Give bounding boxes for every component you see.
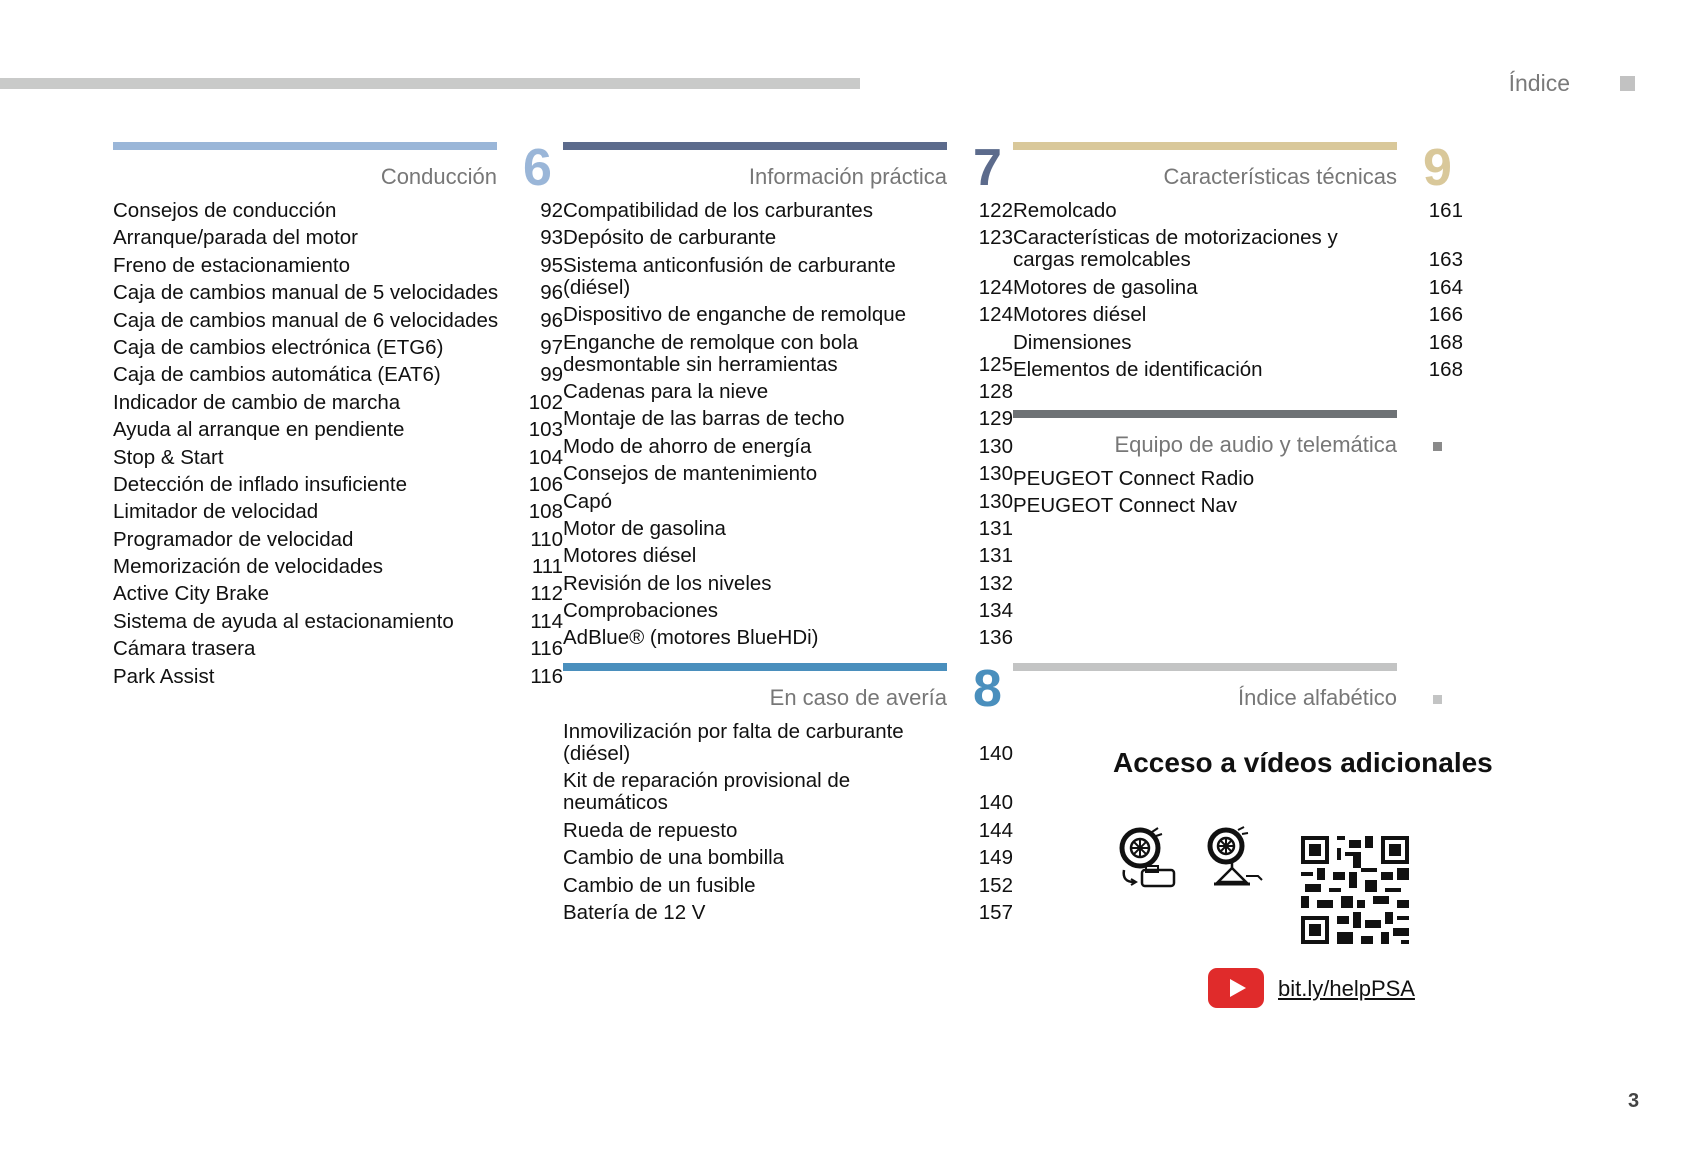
toc-list bbox=[1013, 200, 1463, 381]
toc-entry-title: Caja de cambios manual de 6 velocidades bbox=[113, 308, 499, 332]
section-informacion-practica bbox=[563, 139, 1013, 655]
toc-entry-title: Cambio de una bombilla bbox=[563, 846, 785, 870]
toc-entry[interactable] bbox=[563, 600, 1013, 622]
section-title[interactable]: Conducción bbox=[380, 164, 497, 189]
toc-entry-page: 168 bbox=[1428, 330, 1463, 354]
toc-entry[interactable] bbox=[563, 770, 1013, 814]
toc-entry-title: Sistema de ayuda al estacionamiento bbox=[113, 609, 454, 633]
section-header bbox=[113, 139, 563, 200]
videos-heading: Acceso a vídeos adicionales bbox=[1113, 747, 1493, 778]
toc-entry[interactable] bbox=[113, 419, 563, 441]
toc-entry-title: Montaje de las barras de techo bbox=[563, 407, 845, 431]
wheel-repair-kit-icon[interactable] bbox=[1116, 826, 1178, 892]
toc-entry-title: Dispositivo de enganche de remolque bbox=[563, 303, 907, 327]
toc-entry-page: 110 bbox=[530, 527, 563, 551]
toc-entry[interactable] bbox=[1013, 332, 1463, 354]
section-header bbox=[563, 139, 1013, 200]
toc-entry-title: Remolcado bbox=[1013, 199, 1117, 222]
toc-entry-title: Cámara trasera bbox=[113, 637, 256, 661]
toc-list bbox=[113, 200, 563, 688]
toc-entry-title: Arranque/parada del motor bbox=[113, 226, 359, 250]
toc-entry-title: Dimensiones bbox=[1013, 330, 1132, 354]
section-number: 9 bbox=[1423, 139, 1452, 197]
toc-entry-title: Sistema anticonfusión de carburante (diésel) bbox=[563, 253, 896, 299]
toc-entry-page: 136 bbox=[978, 626, 1013, 650]
toc-entry-title: Caja de cambios automática (EAT6) bbox=[113, 363, 441, 387]
toc-entry-title: Caja de cambios electrónica (ETG6) bbox=[113, 335, 444, 359]
toc-entry-page: 124 bbox=[978, 303, 1013, 327]
toc-entry[interactable] bbox=[113, 310, 563, 332]
section-marker bbox=[1433, 442, 1442, 451]
toc-entry[interactable] bbox=[1013, 277, 1463, 299]
toc-entry-title: Caja de cambios manual de 5 velocidades bbox=[113, 281, 499, 305]
toc-entry[interactable] bbox=[1013, 495, 1463, 517]
toc-entry-page: 123 bbox=[978, 226, 1013, 250]
toc-entry-title: Motores de gasolina bbox=[1013, 275, 1198, 299]
toc-entry-page: 93 bbox=[540, 226, 563, 250]
toc-entry-title: Consejos de mantenimiento bbox=[563, 462, 818, 486]
toc-entry[interactable] bbox=[1013, 468, 1463, 490]
toc-entry[interactable] bbox=[563, 304, 1013, 326]
toc-entry-page: 157 bbox=[978, 900, 1013, 924]
toc-entry-page: 130 bbox=[978, 462, 1013, 486]
toc-entry-title: Stop & Start bbox=[113, 445, 224, 469]
play-triangle-icon bbox=[1230, 979, 1246, 997]
toc-entry-page: 106 bbox=[528, 472, 563, 496]
toc-entry-title: Programador de velocidad bbox=[113, 527, 354, 551]
toc-entry[interactable] bbox=[563, 721, 1013, 765]
toc-list bbox=[563, 721, 1013, 924]
toc-list bbox=[563, 200, 1013, 649]
toc-entry[interactable] bbox=[563, 573, 1013, 595]
toc-entry-page: 114 bbox=[530, 609, 563, 633]
toc-entry-page: 131 bbox=[978, 516, 1013, 540]
toc-entry-title: Cambio de un fusible bbox=[563, 873, 756, 897]
toc-entry[interactable] bbox=[563, 820, 1013, 842]
toc-entry[interactable] bbox=[113, 666, 563, 688]
toc-entry[interactable] bbox=[113, 337, 563, 359]
toc-entry-page: 116 bbox=[530, 664, 563, 688]
toc-entry-title: Modo de ahorro de energía bbox=[563, 434, 812, 458]
toc-entry-title: PEUGEOT Connect Nav bbox=[1013, 494, 1238, 518]
toc-entry-page: 168 bbox=[1428, 357, 1463, 381]
qr-code-icon[interactable] bbox=[1301, 836, 1409, 944]
toc-entry-title: Park Assist bbox=[113, 664, 215, 688]
toc-entry-title: Batería de 12 V bbox=[563, 900, 706, 924]
toc-entry-page: 124 bbox=[978, 275, 1013, 299]
section-rule bbox=[563, 142, 947, 150]
toc-entry[interactable] bbox=[113, 501, 563, 523]
toc-entry-page: 103 bbox=[528, 418, 563, 442]
toc-entry-title: Motores diésel bbox=[1013, 303, 1147, 327]
toc-entry-page: 140 bbox=[978, 791, 1013, 815]
toc-entry[interactable] bbox=[563, 381, 1013, 403]
toc-entry-page: 163 bbox=[1428, 248, 1463, 272]
header-index-label[interactable]: Índice bbox=[1508, 70, 1570, 96]
toc-entry[interactable] bbox=[1013, 359, 1463, 381]
toc-entry[interactable] bbox=[113, 583, 563, 605]
toc-entry[interactable] bbox=[113, 529, 563, 551]
toc-entry-page: 161 bbox=[1428, 199, 1463, 222]
toc-entry[interactable] bbox=[113, 474, 563, 496]
section-rule bbox=[1013, 663, 1397, 671]
toc-entry[interactable] bbox=[113, 282, 563, 304]
section-audio-telematica bbox=[1013, 410, 1463, 523]
toc-entry-page: 144 bbox=[978, 818, 1013, 842]
section-rule bbox=[563, 663, 947, 671]
toc-entry[interactable] bbox=[1013, 200, 1463, 222]
section-header bbox=[563, 660, 1013, 721]
help-video-link[interactable]: bit.ly/helpPSA bbox=[1278, 976, 1415, 1001]
toc-entry-page: 104 bbox=[528, 445, 563, 469]
youtube-play-icon[interactable] bbox=[1208, 968, 1264, 1008]
toc-entry-title: PEUGEOT Connect Radio bbox=[1013, 467, 1255, 490]
toc-entry-page: 92 bbox=[540, 199, 563, 222]
toc-entry[interactable] bbox=[563, 408, 1013, 430]
toc-entry-title: Comprobaciones bbox=[563, 599, 718, 623]
section-indice-alfabetico bbox=[1013, 663, 1463, 721]
toc-entry-title: Inmovilización por falta de carburante (diésel) bbox=[563, 720, 904, 765]
wheel-jack-icon[interactable] bbox=[1204, 826, 1270, 892]
toc-entry-title: Elementos de identificación bbox=[1013, 357, 1263, 381]
section-averia bbox=[563, 660, 1013, 929]
toc-entry-page: 97 bbox=[540, 335, 563, 359]
section-title[interactable]: Características técnicas bbox=[1163, 164, 1397, 189]
toc-entry-title: Capó bbox=[563, 489, 613, 513]
toc-entry[interactable] bbox=[563, 518, 1013, 540]
toc-entry[interactable] bbox=[113, 638, 563, 660]
toc-entry[interactable] bbox=[563, 491, 1013, 513]
toc-entry-page: 125 bbox=[978, 352, 1013, 376]
toc-entry[interactable] bbox=[113, 556, 563, 578]
toc-entry-title: Motor de gasolina bbox=[563, 516, 726, 540]
toc-entry-page: 99 bbox=[540, 363, 563, 387]
toc-entry-title: Indicador de cambio de marcha bbox=[113, 390, 401, 414]
toc-entry[interactable] bbox=[1013, 304, 1463, 326]
toc-list bbox=[1013, 468, 1463, 517]
section-title[interactable]: Información práctica bbox=[748, 164, 947, 189]
toc-entry[interactable] bbox=[563, 463, 1013, 485]
section-header bbox=[1013, 671, 1463, 721]
toc-entry-page: 131 bbox=[978, 544, 1013, 568]
toc-entry[interactable] bbox=[563, 227, 1013, 249]
page-number: 3 bbox=[1628, 1090, 1640, 1112]
toc-entry-page: 108 bbox=[528, 500, 563, 524]
top-gray-bar bbox=[0, 78, 860, 89]
section-title[interactable]: Índice alfabético bbox=[1238, 685, 1397, 710]
toc-entry-page: 112 bbox=[530, 582, 563, 606]
toc-entry-title: Cadenas para la nieve bbox=[563, 379, 769, 403]
section-conduccion bbox=[113, 139, 563, 693]
toc-entry[interactable] bbox=[113, 227, 563, 249]
toc-entry[interactable] bbox=[113, 447, 563, 469]
toc-entry-title: Consejos de conducción bbox=[113, 199, 337, 222]
section-rule bbox=[113, 142, 497, 150]
toc-entry-title: Memorización de velocidades bbox=[113, 555, 384, 579]
toc-entry-title: AdBlue® (motores BlueHDi) bbox=[563, 626, 819, 650]
section-number: 7 bbox=[973, 139, 1002, 197]
section-marker bbox=[1433, 695, 1442, 704]
section-header bbox=[1013, 418, 1463, 468]
toc-entry[interactable] bbox=[113, 392, 563, 414]
section-number: 8 bbox=[973, 660, 1002, 718]
toc-entry[interactable] bbox=[563, 902, 1013, 924]
toc-entry-page: 116 bbox=[530, 637, 563, 661]
toc-entry-page: 149 bbox=[978, 846, 1013, 870]
toc-entry[interactable] bbox=[563, 627, 1013, 649]
toc-entry-title: Ayuda al arranque en pendiente bbox=[113, 418, 405, 442]
toc-entry[interactable] bbox=[563, 875, 1013, 897]
toc-entry[interactable] bbox=[1013, 227, 1463, 271]
section-rule bbox=[1013, 410, 1397, 418]
toc-entry[interactable] bbox=[563, 847, 1013, 869]
header-index-marker bbox=[1620, 76, 1635, 91]
toc-entry-page: 132 bbox=[978, 571, 1013, 595]
section-rule bbox=[1013, 142, 1397, 150]
section-number: 6 bbox=[523, 139, 552, 197]
toc-entry[interactable] bbox=[563, 255, 1013, 299]
toc-entry-page: 164 bbox=[1428, 275, 1463, 299]
section-caracteristicas bbox=[1013, 139, 1463, 386]
toc-entry-title: Detección de inflado insuficiente bbox=[113, 472, 408, 496]
toc-entry-title: Freno de estacionamiento bbox=[113, 253, 351, 277]
toc-entry-page: 95 bbox=[540, 253, 563, 277]
toc-entry-title: Rueda de repuesto bbox=[563, 818, 738, 842]
toc-entry[interactable] bbox=[113, 611, 563, 633]
toc-entry-page: 129 bbox=[978, 407, 1013, 431]
toc-entry-title: Revisión de los niveles bbox=[563, 571, 772, 595]
section-title[interactable]: Equipo de audio y telemática bbox=[1114, 432, 1397, 457]
toc-entry-page: 128 bbox=[978, 379, 1013, 403]
toc-entry-page: 96 bbox=[540, 308, 563, 332]
section-title[interactable]: En caso de avería bbox=[769, 685, 947, 710]
toc-entry-page: 96 bbox=[540, 281, 563, 305]
toc-entry-page: 130 bbox=[978, 489, 1013, 513]
toc-entry-title: Depósito de carburante bbox=[563, 226, 777, 250]
toc-entry-title: Características de motorizaciones y cargas remolcables bbox=[1013, 226, 1338, 272]
toc-entry-title: Kit de reparación provisional de neumáticos bbox=[563, 769, 851, 815]
toc-entry[interactable] bbox=[563, 436, 1013, 458]
toc-entry-page: 122 bbox=[978, 199, 1013, 222]
toc-entry-title: Enganche de remolque con bola desmontable sin herramientas bbox=[563, 330, 859, 376]
toc-entry-page: 134 bbox=[978, 599, 1013, 623]
toc-entry-page: 111 bbox=[531, 555, 563, 579]
toc-entry[interactable] bbox=[113, 364, 563, 386]
toc-entry-title: Active City Brake bbox=[113, 582, 270, 606]
toc-entry-title: Motores diésel bbox=[563, 544, 697, 568]
toc-entry-page: 152 bbox=[978, 873, 1013, 897]
toc-entry-page: 130 bbox=[978, 434, 1013, 458]
toc-entry[interactable] bbox=[113, 200, 563, 222]
toc-entry-title: Limitador de velocidad bbox=[113, 500, 319, 524]
toc-entry[interactable] bbox=[563, 545, 1013, 567]
toc-entry[interactable] bbox=[113, 255, 563, 277]
toc-entry[interactable] bbox=[563, 200, 1013, 222]
section-header bbox=[1013, 139, 1463, 200]
toc-entry-page: 166 bbox=[1428, 303, 1463, 327]
toc-entry-page: 102 bbox=[528, 390, 563, 414]
toc-entry-title: Compatibilidad de los carburantes bbox=[563, 199, 873, 222]
toc-entry-page: 140 bbox=[978, 742, 1013, 765]
toc-entry[interactable] bbox=[563, 332, 1013, 376]
